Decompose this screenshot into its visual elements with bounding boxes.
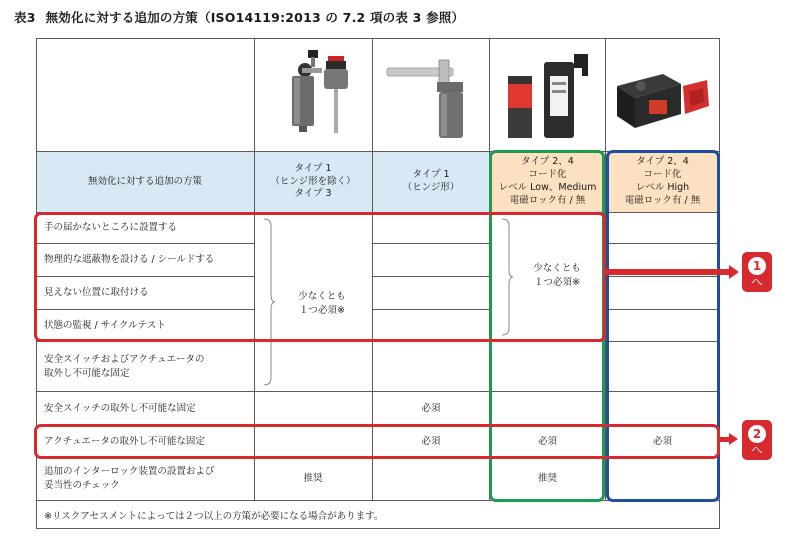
- arrow-head-2: [729, 433, 738, 445]
- table-title: [14, 8, 464, 26]
- grid-line: [36, 38, 720, 39]
- header-col2: タイプ 1 （ヒンジ形）: [402, 169, 460, 193]
- grid-line: [36, 528, 720, 529]
- cell-required: 必須: [421, 402, 441, 414]
- hinge-switch-icon: [374, 44, 484, 148]
- marker-number-2: 2: [748, 425, 766, 443]
- row-label: 安全スイッチおよびアクチュエータの 取外し不可能な固定: [44, 353, 205, 379]
- header-col3: タイプ 2、4 コード化 レベル Low、Medium 電磁ロック有 / 無: [498, 156, 597, 206]
- highlight-frame-red-row: [34, 424, 720, 459]
- cell-recommended: 推奨: [537, 473, 557, 485]
- table-number: 表3: [14, 10, 36, 25]
- header-row-label: 無効化に対する追加の方策: [87, 175, 202, 187]
- marker-glyph-1: へ: [750, 274, 763, 289]
- arrow-line-1: [605, 269, 731, 275]
- row-label: 状態の監視 / サイクルテスト: [44, 319, 166, 331]
- footnote: ※リスクアセスメントによっては２つ以上の方策が必要になる場合があります。: [44, 511, 384, 522]
- row-label: アクチュエータの取外し不可能な固定: [44, 435, 205, 447]
- row-label: 見えない位置に取付ける: [44, 287, 149, 299]
- marker-number-1: 1: [748, 257, 766, 275]
- table-title-text: 無効化に対する追加の方策（ISO14119:2013 の 7.2 項の表 3 参照）: [45, 10, 465, 25]
- rfid-sensor-icon: [608, 44, 718, 148]
- highlight-frame-red-group: [34, 212, 606, 342]
- cell-required: 必須: [537, 435, 557, 447]
- header-col1: タイプ 1 （ヒンジ形を除く） タイプ 3: [270, 162, 356, 200]
- group-note-col1: 少なくとも １つ必須※: [298, 291, 346, 316]
- marker-glyph-2: へ: [750, 442, 763, 457]
- row-label: 手の届かないところに設置する: [44, 222, 178, 234]
- arrow-head-1: [729, 265, 739, 279]
- header-col4: タイプ 2、4 コード化 レベル High 電磁ロック有 / 無: [624, 156, 701, 206]
- limit-switch-icon: [258, 44, 368, 148]
- reference-marker-1[interactable]: [742, 252, 772, 292]
- cell-required: 必須: [652, 435, 672, 447]
- cell-required: 必須: [421, 435, 441, 447]
- group-note-col3: 少なくとも １つ必須※: [533, 263, 581, 288]
- coded-switch-icon: [492, 44, 600, 148]
- row-label: 安全スイッチの取外し不可能な固定: [44, 402, 196, 414]
- row-label: 物理的な遮蔽物を設ける / シールドする: [44, 254, 215, 266]
- row-label: 追加のインターロック装置の設置および 妥当性のチェック: [44, 466, 215, 491]
- reference-marker-2[interactable]: [742, 420, 772, 460]
- cell-recommended: 推奨: [303, 473, 323, 485]
